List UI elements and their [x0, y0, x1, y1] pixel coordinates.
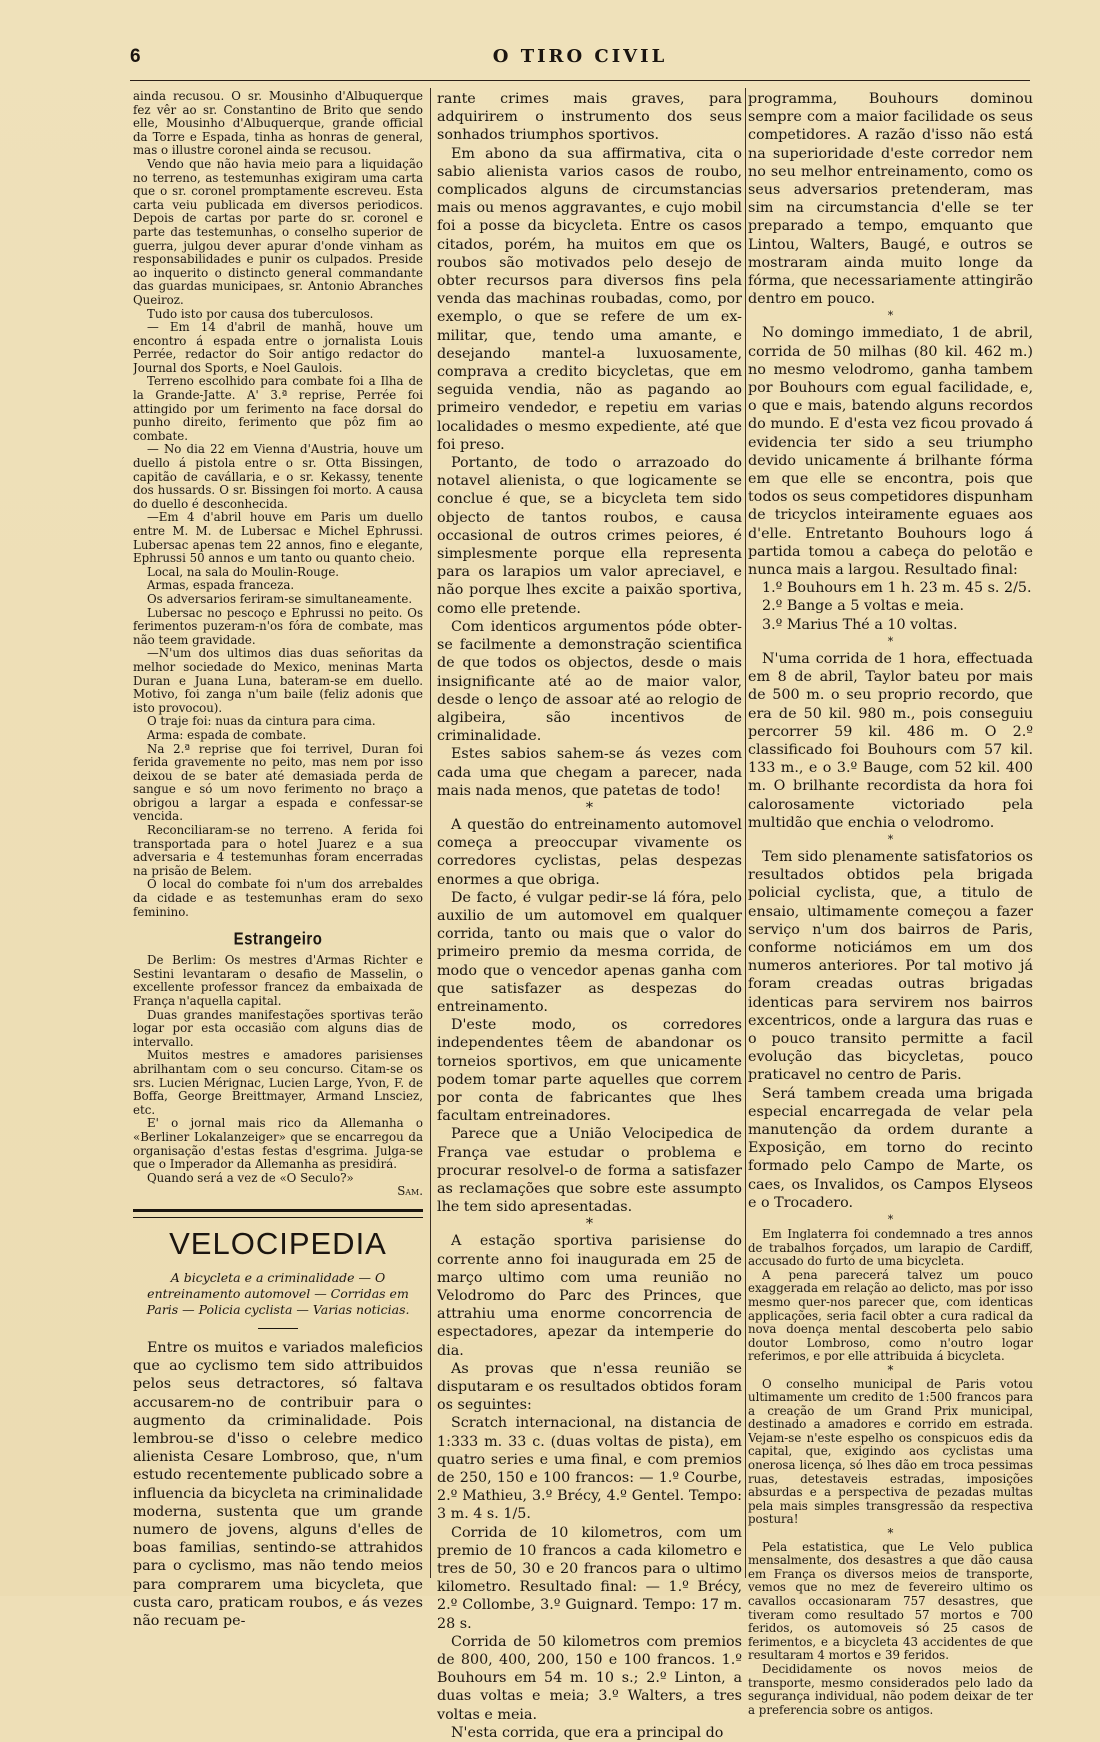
- column-3: [748, 90, 1033, 1717]
- paragraph: Muitos mestres e amadores parisienses abrilhantam com o seu concurso. Citam-se os srs. Lucien Mérignac, Lucien Large, Yvon, F. de Boffa, George Breittmayer, Armand Lnsciez, etc.: [133, 1048, 423, 1117]
- section-separator: *: [887, 634, 894, 648]
- paragraph: O conselho municipal de Paris votou ultimamente um credito de 1:500 francos para a creação de um Grand Prix municipal, destinado a amadores e corrido em estrada. Vejam-se n'este espelho os conspicuos edis da capital, que, exigindo aos cyclistas uma onerosa licença, só lhes dão em troca pessimas ruas, detestaveis estradas, imposições absurdas e a perspectiva de pezadas multas pela mais simples transgressão da respectiva postura!: [748, 1376, 1033, 1527]
- paragraph: — No dia 22 em Vienna d'Austria, houve um duello á pistola entre o sr. Otta Bissingen, capitão de cavállaria, e o sr. Kekassy, tenente dos hussards. O sr. Bissingen foi morto. A causa do duello é desconhecida.: [133, 442, 423, 511]
- paragraph: Na 2.ª reprise que foi terrivel, Duran foi ferida gravemente no peito, mas nem por isso deixou de se bater até demasiada perda de sangue e só um novo ferimento no braço a obrigou a largar a espada e confessar-se vencida.: [133, 741, 423, 824]
- paragraph: Arma: espada de combate.: [147, 727, 307, 742]
- column-divider: [745, 88, 746, 1578]
- header-rule: [130, 80, 1030, 81]
- result-line: 1.º Bouhours em 1 h. 23 m. 45 s. 2/5.: [762, 580, 1032, 597]
- section-separator: *: [887, 1362, 894, 1377]
- section-separator: *: [887, 309, 894, 323]
- paragraph: Tudo isto por causa dos tuberculosos.: [147, 306, 374, 321]
- paragraph: Reconciliaram-se no terreno. A ferida foi transportada para o hotel Juarez e a sua adversaria e 4 testemunhas foram encerradas na prisão de Belem.: [133, 823, 423, 878]
- paragraph: D'este modo, os corredores independentes têem de abandonar os torneios sportivos, em que unicamente podem tomar parte aquelles que correm por conta de fabricantes que lhes facultam entreinadores.: [437, 1017, 742, 1125]
- paragraph: N'esta corrida, que era a principal do: [451, 1724, 724, 1741]
- paragraph: Local, na sala do Moulin-Rouge.: [147, 564, 340, 579]
- section-separator: *: [887, 1526, 894, 1541]
- paragraph: Entre os muitos e variados maleficios que ao cyclismo tem sido attribuidos pelos seus detractores, só faltava accusarem-no de contribuir para o augmento da criminalidade. Pois lembrou-se d'isso o celebre medico alienista Cesare Lombroso, que, n'um estudo recentemente publicado sobre a influencia da bicycleta na criminalidade moderna, sustenta que um grande numero de jovens, alguns d'elles de boas familias, sentindo-se attrahidos para o cyclismo, mas não tendo meios para comprarem uma bicycleta, que custa caro, praticam roubos, e ás vezes não recuam pe-: [133, 1339, 423, 1629]
- signature: Sam.: [397, 1184, 423, 1199]
- paragraph: A questão do entreinamento automovel começa a preoccupar vivamente os corredores cyclistas, pelas despezas enormes a que obriga.: [437, 816, 742, 888]
- column-2: [437, 90, 742, 1742]
- section-separator: *: [887, 1212, 894, 1226]
- result-line: 3.º Marius Thé a 10 voltas.: [762, 616, 958, 633]
- paragraph: Os adversarios feriram-se simultaneamente.: [147, 591, 413, 606]
- paragraph: programma, Bouhours dominou sempre com a maior facilidade os seus competidores. A razão d'isso não está na superioridade d'este corredor nem no seu melhor entreinamento, como os seus adversarios pretenderam, mas sim na circumstancia d'elle se ter preparado a tempo, emquanto que Lintou, Walters, Baugé, e outros se mostraram ainda muito longe da fórma, que necessariamente attingirão dentro em pouco.: [748, 91, 1033, 308]
- paragraph: Lubersac no pescoço e Ephrussi no peito. Os ferimentos puzeram-n'os fóra de combate, mas não teem gravidade.: [133, 605, 423, 647]
- paragraph: O local do combate foi n'um dos arrebaldes da cidade e as testemunhas eram do sexo feminino.: [133, 877, 423, 919]
- paragraph: ainda recusou. O sr. Mousinho d'Albuquerque fez vêr ao sr. Constantino de Brito que sendo elle, Mousinho d'Albuquerque, grande official da Torre e Espada, tinha as honras de general, mas o illustre coronel ainda se recusou.: [133, 90, 423, 158]
- result-line: 2.º Bange a 5 voltas e meia.: [762, 598, 965, 615]
- paragraph: rante crimes mais graves, para adquirirem o instrumento dos seus sonhados triumphos sportivos.: [437, 91, 742, 144]
- paragraph: — Em 14 d'abril de manhã, houve um encontro á espada entre o jornalista Louis Perrée, redactor do Soir antigo redactor do Journal dos Sports, e Noel Gaulois.: [133, 320, 423, 375]
- column-divider: [430, 88, 431, 1578]
- section-heading-estrangeiro: Estrangeiro: [233, 929, 323, 950]
- paragraph: Armas, espada franceza.: [147, 578, 295, 593]
- paragraph: A pena parecerá talvez um pouco exaggerada em relação ao delicto, mas por isso mesmo quer-nos parecer que, com identicas applicações, seria facil obter a cura radical da nova doença mental descoberta pelo sabio doutor Lombroso, como n'outro logar referimos, e por elle attribuida á bicycleta.: [748, 1267, 1033, 1364]
- paragraph: N'uma corrida de 1 hora, effectuada em 8 de abril, Taylor bateu por mais de 500 m. o seu proprio recordo, que era de 50 kil. 980 m., pois conseguiu percorrer 59 kil. 486 m. O 2.º classificado foi Bouhours com 57 kil. 133 m., e o 3.º Bauge, com 52 kil. 400 m. O brilhante recordista da hora foi calorosamente victoriado pela multidão que enchia o velodromo.: [748, 650, 1033, 831]
- section-rule: [133, 1209, 423, 1218]
- paragraph: As provas que n'essa reunião se disputaram e os resultados obtidos foram os seguintes:: [437, 1360, 742, 1414]
- section-heading-velocipedia: VELOCIPEDIA: [169, 1225, 387, 1261]
- paragraph: Será tambem creada uma brigada especial encarregada de velar pela manutenção da ordem durante a Exposição, em torno do recinto formado pelo Campo de Marte, os caes, os Invalidos, os Campos Elyseos e o Trocadero.: [748, 1085, 1033, 1211]
- paragraph: Decididamente os novos meios de transporte, mesmo considerados pelo lado da segurança individual, não podem deixar de ter a preferencia sobre os antigos.: [748, 1661, 1033, 1717]
- paragraph: Scratch internacional, na distancia de 1:333 m. 33 c. (duas voltas de pista), em quatro series e uma final, e com premios de 250, 150 e 100 francos: — 1.º Courbe, 2.º Mathieu, 3.º Brécy, 4.º Gentel. Tempo: 3 m. 4 s. 1/5.: [437, 1415, 742, 1523]
- paragraph: Corrida de 50 kilometros com premios de 800, 400, 200, 150 e 100 francos. 1.º Bouhours em 54 m. 10 s.; 2.º Linton, a duas voltas e meia; 3.º Walters, a tres voltas e meia.: [437, 1633, 742, 1723]
- paragraph: O traje foi: nuas da cintura para cima.: [147, 714, 376, 729]
- section-separator: *: [585, 799, 594, 816]
- paragraph: Pela estatistica, que Le Velo publica mensalmente, dos desastres a que dão causa em França os diversos meios de transporte, vemos que no mez de fevereiro ultimo os cavallos occasionaram 757 desastres, que tiveram como resultado 57 mortos e 700 feridos, os automoveis só 25 casos de ferimentos, e a bicycleta 43 accidentes de que resultaram 4 mortos e 39 feridos.: [748, 1539, 1033, 1663]
- paragraph: Terreno escolhido para combate foi a Ilha de la Grande-Jatte. A' 3.ª reprise, Perrée foi attingido por um ferimento na face dorsal do punho direito, ferimento que pôz fim ao combate.: [133, 374, 423, 443]
- section-separator: *: [887, 832, 894, 846]
- summary-rule: [258, 1328, 298, 1329]
- paragraph: Tem sido plenamente satisfatorios os resultados obtidos pela brigada policial cyclista, que, a titulo de ensaio, ultimamente começou a fazer serviço n'um dos bairros de Paris, conforme noticiámos em um dos numeros anteriores. Por tal motivo já foram creadas outras brigadas identicas para servirem nos bairros excentricos, onde a largura das ruas e o pouco transito permitte a facil evolução das bicycletas, pouco praticavel no centro de Paris.: [748, 848, 1033, 1084]
- column-1: [133, 90, 423, 1630]
- section-separator: *: [585, 1216, 594, 1233]
- paragraph: De Berlim: Os mestres d'Armas Richter e Sestini levantaram o desafio de Masselin, o excellente professor francez da embaixada de França n'aquella capital.: [133, 953, 423, 1008]
- paragraph: De facto, é vulgar pedir-se lá fóra, pelo auxilio de um automovel em qualquer corrida, tanto ou mais que o valor do primeiro premio da mesma corrida, de modo que o vencedor apenas ganha com que satisfazer as despezas do entreinamento.: [437, 889, 742, 1015]
- paragraph: —Em 4 d'abril houve em Paris um duello entre M. M. de Lubersac e Michel Ephrussi. Lubersac apenas tem 22 annos, fino e elegante, Ephrussi 50 annos e um tanto ou quanto cheio.: [133, 510, 423, 566]
- paragraph: Duas grandes manifestações sportivas terão logar por esta occasião com alguns dias de intervallo.: [133, 1007, 423, 1049]
- paragraph: Com identicos argumentos póde obter-se facilmente a demonstração scientifica de que todos os objectos, desde o mais insignificante até ao de maior valor, desde o lenço de assoar até ao relogio de algibeira, são incentivos de criminalidade.: [437, 618, 742, 745]
- page-header: [130, 46, 1030, 72]
- paragraph: Em Inglaterra foi condemnado a tres annos de trabalhos forçados, um larapio de Cardiff, accusado do furto de uma bicycleta.: [748, 1226, 1033, 1269]
- paragraph: Quando será a vez de «O Seculo?»: [147, 1170, 354, 1185]
- paragraph: A estação sportiva parisiense do corrente anno foi inaugurada em 25 de março ultimo com uma reunião no Velodromo do Parc des Princes, que attrahiu uma enorme concorrencia de espectadores, apezar da intemperie do dia.: [437, 1233, 742, 1359]
- newspaper-title: O TIRO CIVIL: [492, 46, 668, 67]
- section-summary: A bicycleta e a criminalidade — O entreinamento automovel — Corridas em Paris — Policia cyclista — Varias noticias.: [146, 1269, 410, 1317]
- page-number: 6: [130, 46, 141, 67]
- paragraph: Vendo que não havia meio para a liquidação no terreno, as testemunhas exigiram uma carta que o sr. coronel promptamente escreveu. Esta carta veiu publicada em diversos periodicos. Depois de cartas por parte do sr. coronel e parte das testemunhas, o conselho superior de guerra, julgou dever apurar d'onde vinham as responsabilidades e punir os culpados. Preside ao inquerito o distincto general commandante das guardas municipaes, sr. Antonio Abranches Queiroz.: [133, 156, 423, 307]
- paragraph: Corrida de 10 kilometros, com um premio de 10 francos a cada kilometro e tres de 50, 30 e 20 francos para o ultimo kilometro. Resultado final: — 1.º Brécy, 2.º Collombe, 3.º Guignard. Tempo: 17 m. 28 s.: [437, 1524, 742, 1632]
- paragraph: —N'um dos ultimos dias duas señoritas da melhor sociedade do Mexico, meninas Marta Duran e Juana Luna, bateram-se em duello. Motivo, foi zanga n'um baile (feliz adonis que isto provocou).: [133, 646, 423, 715]
- paragraph: Parece que a União Velocipedica de França vae estudar o problema e procurar resolvel-o de forma a satisfazer as reclamações que sobre este assumpto lhe tem sido apresentadas.: [437, 1126, 742, 1216]
- paragraph: E' o jornal mais rico da Allemanha o «Berliner Lokalanzeiger» que se encarregou da organisação d'estas festas d'esgrima. Julga-se que o Imperador da Allemanha as presidirá.: [133, 1116, 423, 1172]
- paragraph: Portanto, de todo o arrazoado do notavel alienista, o que logicamente se conclue é que, se a bicycleta tem sido objecto de tantos roubos, e causa occasional de outros crimes peiores, é simplesmente porque ella representa para os larapios um valor apreciavel, e não porque lhes excite a paixão sportiva, como elle pretende.: [437, 455, 742, 617]
- paragraph: Em abono da sua affirmativa, cita o sabio alienista varios casos de roubo, complicados alguns de circumstancias mais ou menos aggravantes, e cujo mobil foi a posse da bicycleta. Entre os casos citados, porém, ha muitos em que os roubos são motivados pelo desejo de obter recursos para diversos fins pela venda das machinas roubadas, como, por exemplo, o que se refere de um ex-militar, que, tendo uma amante, e desejando mantel-a luxuosamente, comprava a credito bicycletas, que em seguida vendia, não as pagando ao primeiro vendedor, e repetiu em varias localidades o mesmo expediente, até que foi preso.: [437, 145, 742, 453]
- paragraph: No domingo immediato, 1 de abril, corrida de 50 milhas (80 kil. 462 m.) no mesmo velodromo, ganha tambem por Bouhours com egual facilidade, e, o que e mais, batendo alguns recordos do mundo. E d'esta vez ficou provado á evidencia ter sido a seu triumpho devido unicamente á brilhante fórma em que elle se encontra, pois que todos os seus competidores dispunham de tricyclos inteiramente eguaes aos d'elle. Entretanto Bouhours logo á partida tomou a cabeça do pelotão e nunca mais a largou. Resultado final:: [748, 325, 1033, 579]
- paragraph: Estes sabios sahem-se ás vezes com cada uma que chegam a parecer, nada mais nada menos, que patetas de todo!: [437, 746, 742, 799]
